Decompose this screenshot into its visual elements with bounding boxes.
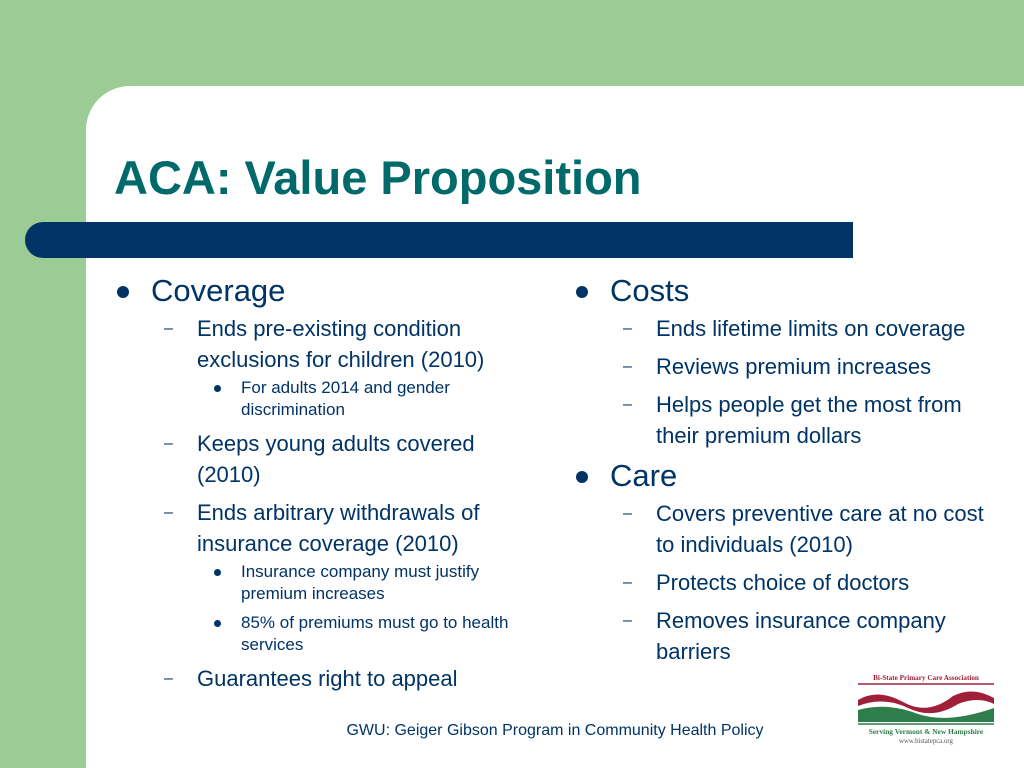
- bistate-pca-logo: [853, 672, 999, 748]
- detail-bullet-item: [197, 561, 543, 605]
- detail-bullet-text: For adults 2014 and gender discrimination: [241, 378, 450, 419]
- bullet-dot-icon: [576, 471, 588, 483]
- sub-bullet-item: [610, 498, 992, 560]
- sub-bullet-item: [610, 313, 992, 344]
- sub-bullet-list: [151, 313, 543, 694]
- slide-title: ACA: Value Proposition: [114, 151, 642, 204]
- bullet-item: [572, 273, 992, 451]
- sub-bullet-text: Ends pre-existing condition exclusions for children (2010): [197, 316, 485, 372]
- sub-bullet-text: Covers preventive care at no cost to individuals (2010): [656, 501, 984, 557]
- sub-bullet-text: Helps people get the most from their premium dollars: [656, 392, 962, 448]
- bullet-heading: Care: [610, 458, 678, 493]
- title-underline-bar: [25, 222, 853, 258]
- dash-icon: –: [623, 320, 632, 337]
- detail-bullet-text: Insurance company must justify premium increases: [241, 562, 480, 603]
- sub-bullet-item: [151, 663, 543, 694]
- detail-bullet-list: [197, 377, 543, 421]
- small-dot-icon: [214, 620, 221, 627]
- bullet-heading: Costs: [610, 273, 690, 308]
- sub-bullet-item: [151, 428, 543, 490]
- sub-bullet-text: Guarantees right to appeal: [197, 666, 458, 691]
- bullet-item: [113, 273, 543, 694]
- logo-name: Bi-State Primary Care Association: [873, 674, 979, 682]
- slide-footer: GWU: Geiger Gibson Program in Community Health Policy: [346, 722, 764, 739]
- dash-icon: –: [164, 435, 173, 452]
- sub-bullet-item: [151, 313, 543, 421]
- dash-icon: –: [623, 574, 632, 591]
- detail-bullet-text: 85% of premiums must go to health services: [241, 613, 509, 654]
- sub-bullet-list: [610, 313, 992, 451]
- sub-bullet-text: Removes insurance company barriers: [656, 608, 946, 664]
- logo-tagline: Serving Vermont & New Hampshire: [868, 727, 984, 736]
- mountain-landscape-icon: [858, 691, 994, 722]
- dash-icon: –: [623, 612, 632, 629]
- sub-bullet-text: Ends arbitrary withdrawals of insurance coverage (2010): [197, 500, 480, 556]
- side-green-band: [0, 0, 358, 86]
- sub-bullet-text: Protects choice of doctors: [656, 570, 910, 595]
- left-bullet-column: [113, 273, 543, 701]
- sub-bullet-item: [610, 351, 992, 382]
- bullet-item: [572, 458, 992, 667]
- detail-bullet-item: [197, 377, 543, 421]
- dash-icon: –: [164, 670, 173, 687]
- dash-icon: –: [623, 505, 632, 522]
- sub-bullet-text: Ends lifetime limits on coverage: [656, 316, 966, 341]
- logo-url: www.bistatepca.org: [899, 738, 953, 745]
- bullet-dot-icon: [576, 286, 588, 298]
- small-dot-icon: [214, 385, 221, 392]
- sub-bullet-text: Keeps young adults covered (2010): [197, 431, 475, 487]
- bullet-heading: Coverage: [151, 273, 286, 308]
- dash-icon: –: [623, 358, 632, 375]
- detail-bullet-list: [197, 561, 543, 656]
- sub-bullet-item: [610, 389, 992, 451]
- right-bullet-column: [572, 273, 992, 674]
- detail-bullet-item: [197, 612, 543, 656]
- sub-bullet-text: Reviews premium increases: [656, 354, 932, 379]
- dash-icon: –: [164, 320, 173, 337]
- sub-bullet-item: [610, 605, 992, 667]
- sub-bullet-item: [151, 497, 543, 656]
- dash-icon: –: [623, 396, 632, 413]
- small-dot-icon: [214, 569, 221, 576]
- sub-bullet-item: [610, 567, 992, 598]
- bullet-dot-icon: [117, 286, 129, 298]
- sub-bullet-list: [610, 498, 992, 667]
- dash-icon: –: [164, 504, 173, 521]
